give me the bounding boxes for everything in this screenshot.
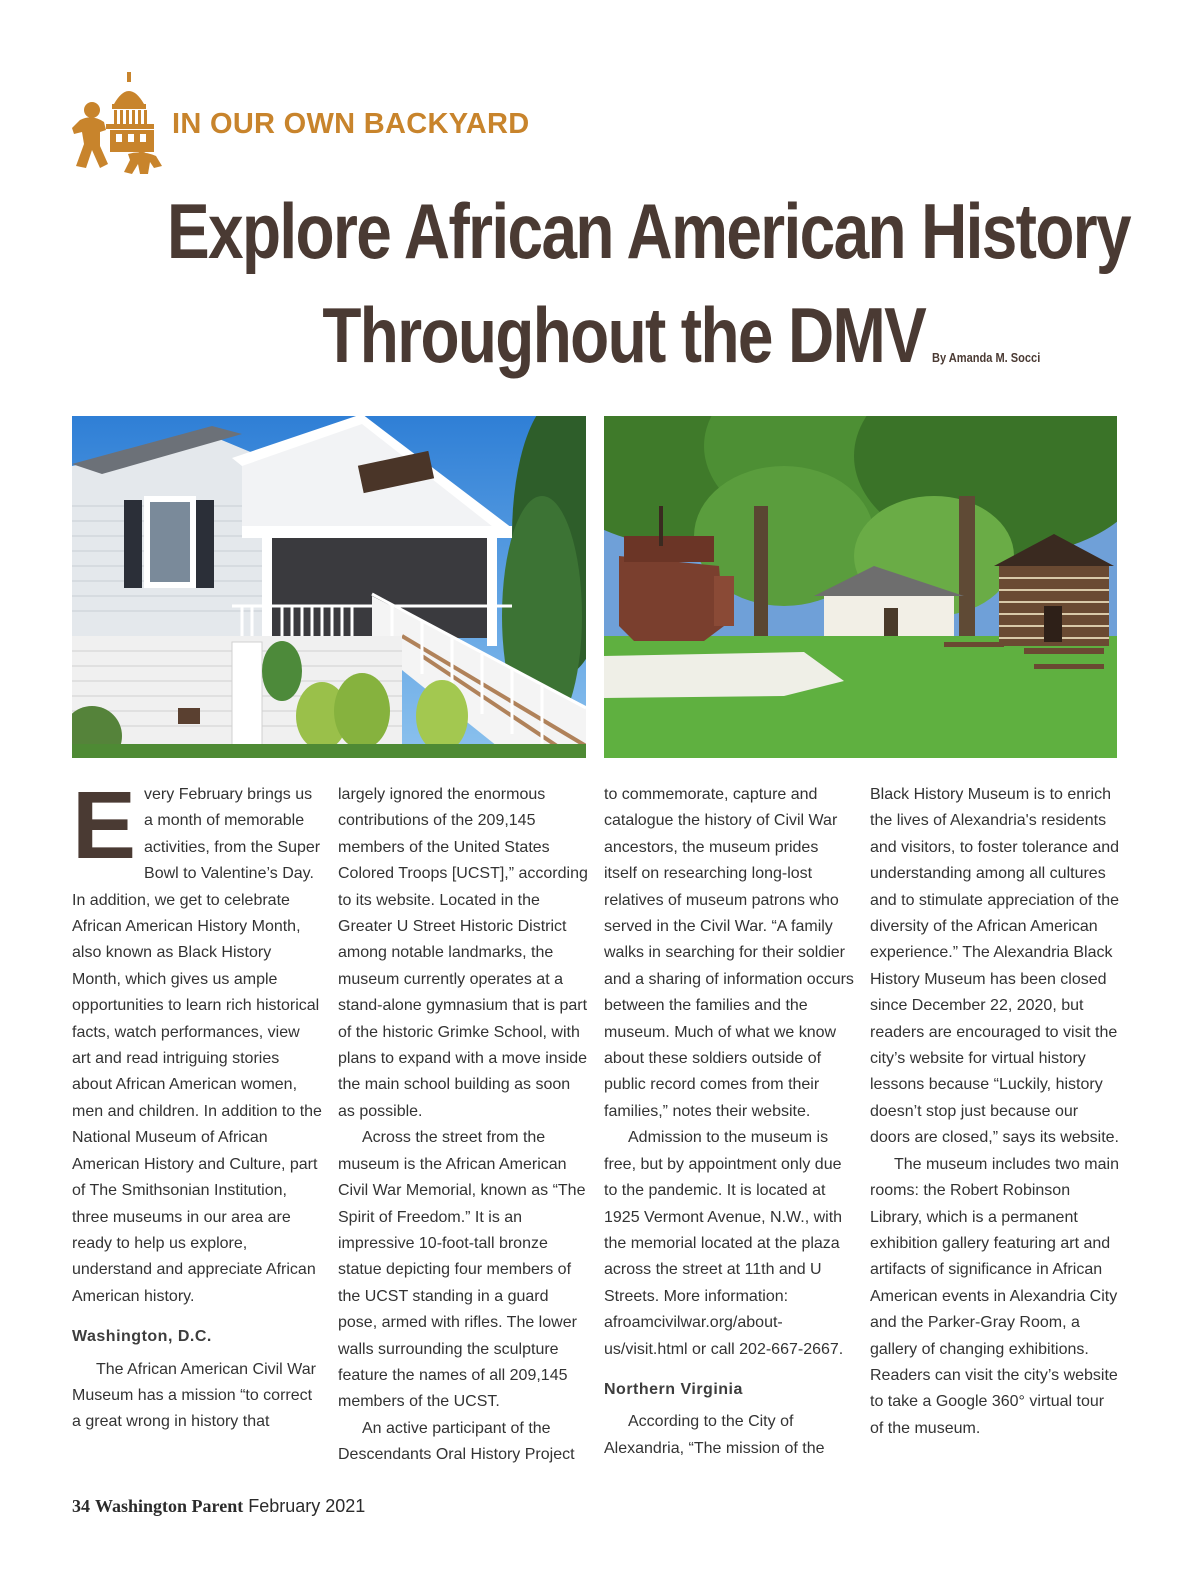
museum-rooms-paragraph: The museum includes two main rooms: the Robert Robinson Library, which is a permanent exhibition gallery featuring art and artifacts of significance in African American events in Alexandria City and the Parker-Gray Room, a gallery of changing exhibitions. Readers can visit the city’s website to take a Google 360° virtual tour of the museum. <box>870 1155 1119 1437</box>
subhead-washington-dc: Washington, D.C. <box>72 1328 212 1346</box>
byline: By Amanda M. Socci <box>932 350 1041 365</box>
memorial-paragraph: Across the street from the museum is the African American Civil War Memorial, known as “The Spirit of Freedom.” It is an impressive 10-foot-tall bronze statue depicting four members of the UCST standing in a guard pose, armed with rifles. The lower walls surrounding the sculpture feature the names of all 209,145 members of the UCST. <box>338 1129 586 1411</box>
headline-line-1: Explore African American History <box>167 187 1130 275</box>
headline-line-2-wrap <box>72 290 1128 380</box>
drop-cap: E <box>72 772 137 879</box>
oral-history-paragraph-cont: to commemorate, capture and catalogue the history of Civil War ancestors, the museum prides itself on researching long-lost relatives of museum patrons who served in the Civil War. “A family walks in searching for their soldier and a sharing of information occurs between the families and the museum. Much of what we know about these soldiers outside of public record comes from their families,” notes their website. <box>604 786 854 1120</box>
heritage-park-photo <box>604 416 1117 758</box>
intro-text: very February brings us a month of memorable activities, from the Super Bowl to Valentine’s Day. In addition, we get to celebrate African American History Month, also known as Black History Month, which gives us ample opportunities to learn rich historical facts, watch performances, view art and read intriguing stories about African American women, men and children. In addition to the National Museum of African American History and Culture, part of The Smithsonian Institution, three museums in our area are ready to help us explore, understand and appreciate African American history. <box>72 786 322 1305</box>
alexandria-paragraph-start: According to the City of Alexandria, “The mission of the <box>604 1413 825 1457</box>
capitol-dome-children-logo-icon <box>70 70 170 178</box>
article-column-3 <box>604 782 854 1462</box>
admission-paragraph: Admission to the museum is free, but by appointment only due to the pandemic. It is located at 1925 Vermont Avenue, N.W., with the memorial located at the plaza across the street at 11th and U Streets. More information: afroamcivilwar.org/about-us/visit.html or call 202-667-2667. <box>604 1129 844 1358</box>
page-number: 34 <box>72 1496 90 1516</box>
civil-war-museum-paragraph-cont: largely ignored the enormous contributions of the 209,145 members of the United States Colored Troops [UCST],” according to its website. Located in the Greater U Street Historic District among notable landmarks, the museum currently operates at a stand-alone gymnasium that is part of the historic Grimke School, with plans to expand with a move inside the main school building as soon as possible. <box>338 786 588 1120</box>
article-column-1 <box>72 772 322 1436</box>
museum-house-photo <box>72 416 586 758</box>
article-column-2 <box>338 782 588 1469</box>
civil-war-museum-text: The African American Civil War Museum has a mission “to correct a great wrong in history that <box>72 1360 316 1431</box>
civil-war-museum-paragraph <box>72 1357 322 1436</box>
headline-line-2: Throughout the DMV <box>322 291 926 379</box>
section-kicker: IN OUR OWN BACKYARD <box>172 108 530 140</box>
intro-paragraph <box>72 772 322 1310</box>
article-column-4 <box>870 782 1120 1442</box>
issue-date: February 2021 <box>248 1496 366 1516</box>
alexandria-paragraph-cont: Black History Museum is to enrich the lives of Alexandria's residents and visitors, to foster tolerance and understanding among all cultures and to stimulate appreciation of the diversity of the African American experience.” The Alexandria Black History Museum has been closed since December 22, 2020, but readers are encouraged to visit the city’s website for virtual history lessons because “Luckily, history doesn’t stop just because our doors are closed,” says its website. <box>870 786 1120 1147</box>
oral-history-paragraph-start: An active participant of the Descendants Oral History Project <box>338 1419 575 1464</box>
publication-name: Washington Parent <box>95 1496 244 1516</box>
page-footer <box>72 1496 365 1517</box>
subhead-northern-virginia: Northern Virginia <box>604 1380 743 1398</box>
